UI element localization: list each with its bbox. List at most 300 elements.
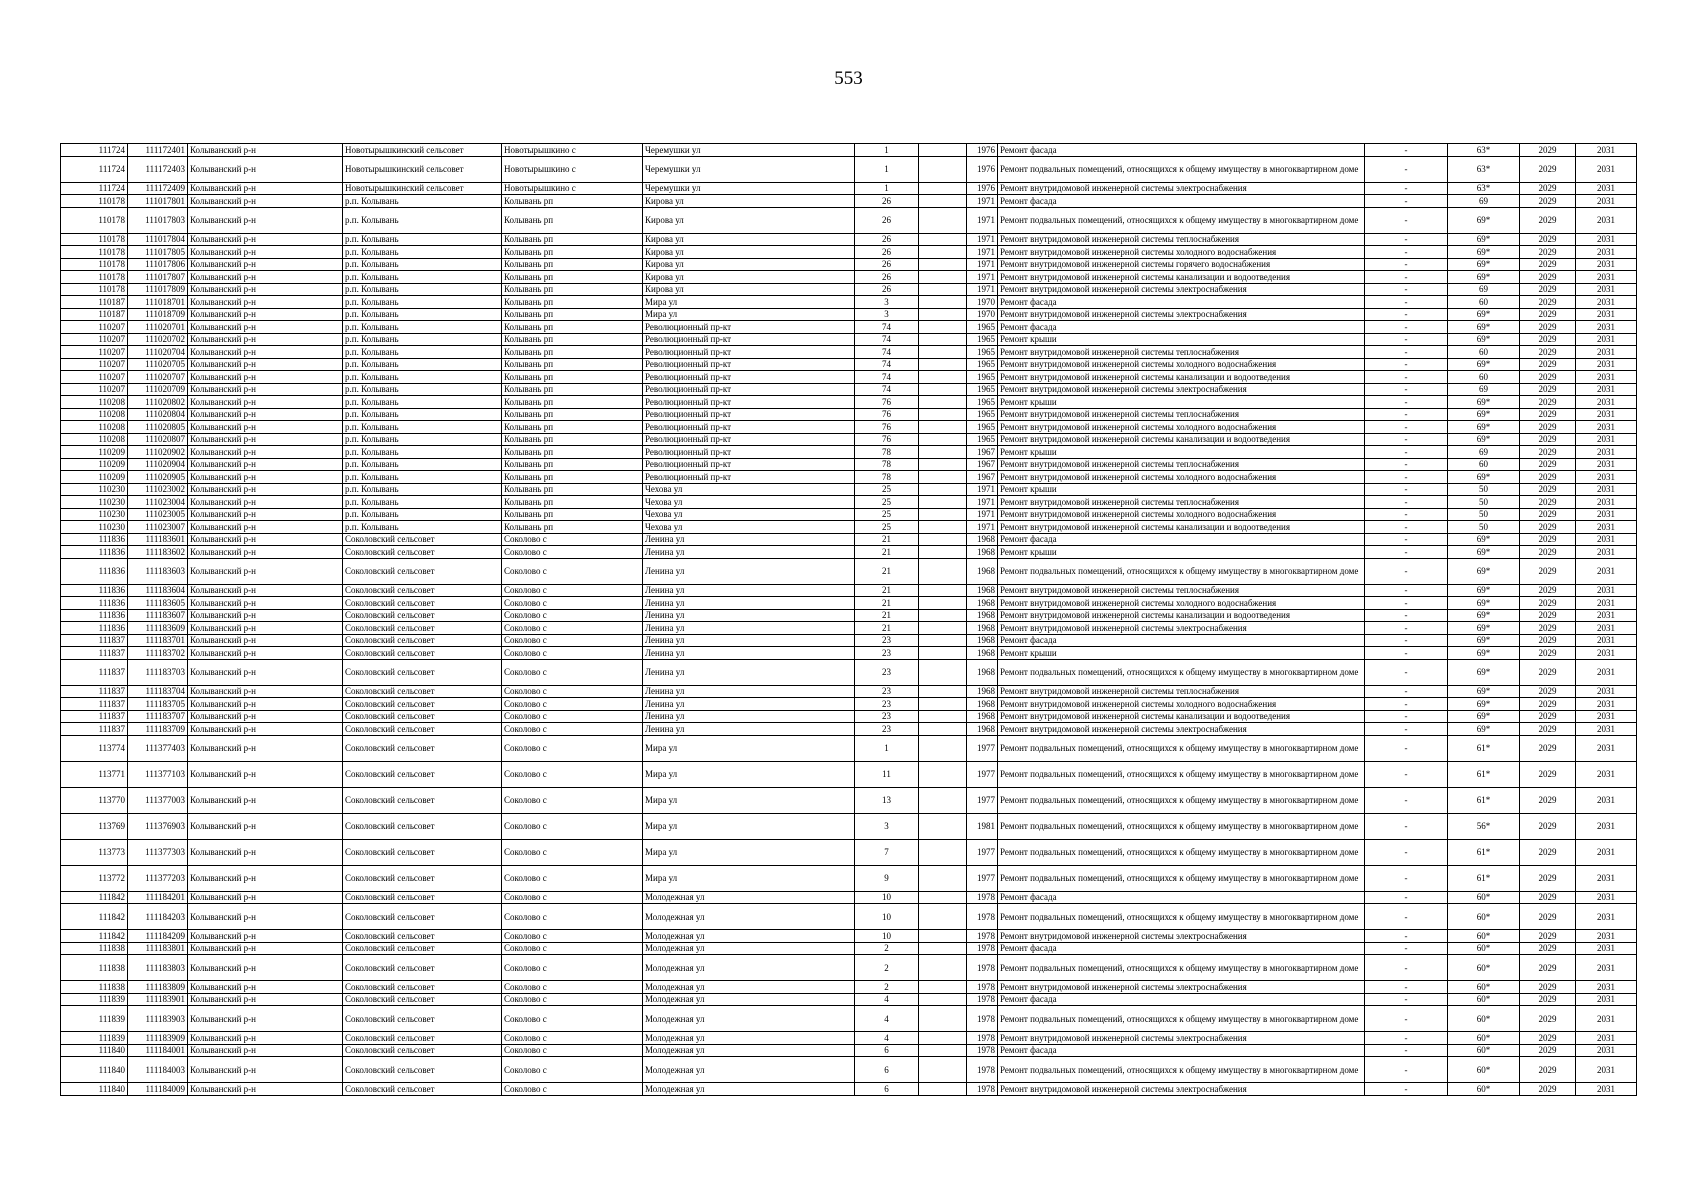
cell-end-year: 2031 — [1576, 271, 1637, 284]
cell-building — [919, 233, 967, 246]
cell-work-type: Ремонт фасада — [998, 891, 1365, 904]
cell-street: Чехова ул — [643, 496, 855, 509]
cell-sum: - — [1365, 383, 1448, 396]
cell-house-number: 10 — [855, 891, 919, 904]
cell-house-number: 2 — [855, 942, 919, 955]
cell-end-year: 2031 — [1576, 308, 1637, 321]
cell-street: Мира ул — [643, 839, 855, 865]
cell-district: Колыванский р-н — [188, 1032, 343, 1045]
cell-start-year: 2029 — [1520, 1032, 1576, 1045]
cell-end-year: 2031 — [1576, 1057, 1637, 1083]
cell-wear: 60* — [1448, 1044, 1520, 1057]
cell-district: Колыванский р-н — [188, 471, 343, 484]
table-row — [61, 955, 1637, 981]
cell-end-year: 2031 — [1576, 496, 1637, 509]
cell-house-id: 110207 — [61, 321, 128, 334]
cell-house-number: 4 — [855, 1006, 919, 1032]
table-row — [61, 584, 1637, 597]
cell-work-id: 111020804 — [128, 408, 188, 421]
cell-street: Молодежная ул — [643, 1032, 855, 1045]
table-row — [61, 761, 1637, 787]
cell-building — [919, 396, 967, 409]
cell-start-year: 2029 — [1520, 993, 1576, 1006]
cell-year: 1978 — [967, 1006, 998, 1032]
cell-municipality: Соколовский сельсовет — [343, 1032, 502, 1045]
cell-district: Колыванский р-н — [188, 283, 343, 296]
cell-sum: - — [1365, 787, 1448, 813]
cell-work-id: 111183909 — [128, 1032, 188, 1045]
cell-start-year: 2029 — [1520, 246, 1576, 259]
cell-work-type: Ремонт внутридомовой инженерной системы теплоснабжения — [998, 408, 1365, 421]
cell-house-id: 111837 — [61, 647, 128, 660]
cell-house-id: 110230 — [61, 508, 128, 521]
cell-district: Колыванский р-н — [188, 421, 343, 434]
cell-work-type: Ремонт внутридомовой инженерной системы канализации и водоотведения — [998, 371, 1365, 384]
cell-sum: - — [1365, 283, 1448, 296]
cell-wear: 69* — [1448, 271, 1520, 284]
cell-district: Колыванский р-н — [188, 993, 343, 1006]
cell-work-id: 111183803 — [128, 955, 188, 981]
cell-house-number: 21 — [855, 558, 919, 584]
cell-district: Колыванский р-н — [188, 659, 343, 685]
cell-work-id: 111184201 — [128, 891, 188, 904]
cell-work-id: 111020707 — [128, 371, 188, 384]
cell-house-number: 21 — [855, 609, 919, 622]
cell-sum: - — [1365, 710, 1448, 723]
cell-municipality: Соколовский сельсовет — [343, 584, 502, 597]
cell-municipality: Соколовский сельсовет — [343, 942, 502, 955]
cell-work-id: 111018701 — [128, 296, 188, 309]
table-row — [61, 458, 1637, 471]
cell-wear: 69* — [1448, 396, 1520, 409]
cell-work-type: Ремонт крыши — [998, 396, 1365, 409]
cell-settlement: Колывань рп — [502, 508, 643, 521]
cell-municipality: Соколовский сельсовет — [343, 634, 502, 647]
cell-settlement: Колывань рп — [502, 346, 643, 359]
cell-year: 1967 — [967, 446, 998, 459]
cell-house-number: 26 — [855, 283, 919, 296]
table-row — [61, 1057, 1637, 1083]
cell-work-type: Ремонт фасада — [998, 144, 1365, 157]
cell-end-year: 2031 — [1576, 421, 1637, 434]
cell-settlement: Колывань рп — [502, 308, 643, 321]
cell-house-id: 111842 — [61, 891, 128, 904]
cell-work-type: Ремонт крыши — [998, 546, 1365, 559]
cell-house-id: 110208 — [61, 433, 128, 446]
cell-house-id: 111837 — [61, 659, 128, 685]
cell-sum: - — [1365, 421, 1448, 434]
cell-street: Революционный пр-кт — [643, 408, 855, 421]
cell-settlement: Соколово с — [502, 659, 643, 685]
cell-start-year: 2029 — [1520, 698, 1576, 711]
table-row — [61, 597, 1637, 610]
table-row — [61, 258, 1637, 271]
cell-sum: - — [1365, 433, 1448, 446]
cell-house-id: 111837 — [61, 723, 128, 736]
cell-year: 1968 — [967, 558, 998, 584]
cell-house-id: 110178 — [61, 246, 128, 259]
cell-end-year: 2031 — [1576, 346, 1637, 359]
cell-settlement: Новотырышкино с — [502, 182, 643, 195]
table-row — [61, 496, 1637, 509]
cell-start-year: 2029 — [1520, 981, 1576, 994]
cell-house-number: 1 — [855, 735, 919, 761]
cell-street: Ленина ул — [643, 558, 855, 584]
cell-street: Молодежная ул — [643, 993, 855, 1006]
cell-district: Колыванский р-н — [188, 446, 343, 459]
cell-sum: - — [1365, 685, 1448, 698]
cell-sum: - — [1365, 458, 1448, 471]
cell-building — [919, 156, 967, 182]
cell-building — [919, 839, 967, 865]
cell-sum: - — [1365, 308, 1448, 321]
cell-house-number: 23 — [855, 647, 919, 660]
cell-building — [919, 283, 967, 296]
cell-year: 1981 — [967, 813, 998, 839]
cell-end-year: 2031 — [1576, 597, 1637, 610]
table-row — [61, 981, 1637, 994]
cell-settlement: Соколово с — [502, 634, 643, 647]
cell-year: 1965 — [967, 433, 998, 446]
cell-district: Колыванский р-н — [188, 710, 343, 723]
cell-building — [919, 1032, 967, 1045]
cell-house-id: 111724 — [61, 156, 128, 182]
cell-house-id: 110178 — [61, 207, 128, 233]
cell-end-year: 2031 — [1576, 993, 1637, 1006]
cell-work-type: Ремонт внутридомовой инженерной системы электроснабжения — [998, 723, 1365, 736]
cell-street: Мира ул — [643, 308, 855, 321]
cell-building — [919, 296, 967, 309]
cell-start-year: 2029 — [1520, 891, 1576, 904]
cell-work-id: 111017803 — [128, 207, 188, 233]
cell-district: Колыванский р-н — [188, 813, 343, 839]
table-row — [61, 508, 1637, 521]
cell-year: 1968 — [967, 647, 998, 660]
cell-start-year: 2029 — [1520, 333, 1576, 346]
cell-wear: 69* — [1448, 558, 1520, 584]
cell-district: Колыванский р-н — [188, 904, 343, 930]
cell-work-id: 111183709 — [128, 723, 188, 736]
cell-wear: 60* — [1448, 955, 1520, 981]
cell-work-type: Ремонт внутридомовой инженерной системы холодного водоснабжения — [998, 246, 1365, 259]
cell-building — [919, 471, 967, 484]
cell-sum: - — [1365, 1083, 1448, 1096]
cell-wear: 69* — [1448, 698, 1520, 711]
cell-work-type: Ремонт подвальных помещений, относящихся к общему имуществу в многоквартирном доме — [998, 865, 1365, 891]
cell-wear: 69 — [1448, 383, 1520, 396]
cell-work-id: 111172403 — [128, 156, 188, 182]
cell-wear: 61* — [1448, 735, 1520, 761]
cell-house-number: 21 — [855, 546, 919, 559]
cell-settlement: Колывань рп — [502, 496, 643, 509]
table-row — [61, 182, 1637, 195]
cell-street: Революционный пр-кт — [643, 433, 855, 446]
cell-street: Кирова ул — [643, 207, 855, 233]
cell-wear: 69* — [1448, 634, 1520, 647]
cell-sum: - — [1365, 258, 1448, 271]
cell-work-type: Ремонт внутридомовой инженерной системы канализации и водоотведения — [998, 433, 1365, 446]
cell-street: Революционный пр-кт — [643, 358, 855, 371]
cell-municipality: р.п. Колывань — [343, 371, 502, 384]
cell-sum: - — [1365, 981, 1448, 994]
cell-year: 1978 — [967, 1032, 998, 1045]
cell-year: 1965 — [967, 421, 998, 434]
cell-year: 1968 — [967, 659, 998, 685]
cell-wear: 69* — [1448, 433, 1520, 446]
table-row — [61, 533, 1637, 546]
cell-municipality: Соколовский сельсовет — [343, 1083, 502, 1096]
cell-building — [919, 321, 967, 334]
cell-start-year: 2029 — [1520, 558, 1576, 584]
cell-district: Колыванский р-н — [188, 182, 343, 195]
cell-building — [919, 533, 967, 546]
cell-municipality: Соколовский сельсовет — [343, 597, 502, 610]
cell-municipality: р.п. Колывань — [343, 233, 502, 246]
cell-municipality: Новотырышкинский сельсовет — [343, 156, 502, 182]
table-body — [61, 144, 1637, 1096]
cell-start-year: 2029 — [1520, 408, 1576, 421]
cell-end-year: 2031 — [1576, 942, 1637, 955]
cell-work-id: 111017804 — [128, 233, 188, 246]
cell-year: 1970 — [967, 296, 998, 309]
table-row — [61, 346, 1637, 359]
cell-start-year: 2029 — [1520, 546, 1576, 559]
table-row — [61, 283, 1637, 296]
cell-end-year: 2031 — [1576, 321, 1637, 334]
cell-year: 1965 — [967, 321, 998, 334]
cell-district: Колыванский р-н — [188, 685, 343, 698]
cell-work-type: Ремонт внутридомовой инженерной системы электроснабжения — [998, 308, 1365, 321]
cell-settlement: Соколово с — [502, 993, 643, 1006]
cell-work-type: Ремонт внутридомовой инженерной системы теплоснабжения — [998, 496, 1365, 509]
cell-house-id: 111840 — [61, 1044, 128, 1057]
cell-work-type: Ремонт внутридомовой инженерной системы холодного водоснабжения — [998, 508, 1365, 521]
cell-year: 1977 — [967, 735, 998, 761]
cell-house-number: 7 — [855, 839, 919, 865]
cell-end-year: 2031 — [1576, 246, 1637, 259]
cell-house-id: 111836 — [61, 622, 128, 635]
cell-work-id: 111376903 — [128, 813, 188, 839]
cell-settlement: Соколово с — [502, 1057, 643, 1083]
cell-work-id: 111172409 — [128, 182, 188, 195]
cell-building — [919, 710, 967, 723]
cell-start-year: 2029 — [1520, 433, 1576, 446]
cell-work-id: 111184003 — [128, 1057, 188, 1083]
cell-settlement: Соколово с — [502, 813, 643, 839]
cell-house-number: 25 — [855, 521, 919, 534]
cell-house-id: 111724 — [61, 182, 128, 195]
cell-municipality: Соколовский сельсовет — [343, 1006, 502, 1032]
cell-end-year: 2031 — [1576, 283, 1637, 296]
cell-municipality: р.п. Колывань — [343, 508, 502, 521]
cell-wear: 61* — [1448, 865, 1520, 891]
cell-work-type: Ремонт внутридомовой инженерной системы электроснабжения — [998, 1083, 1365, 1096]
cell-building — [919, 383, 967, 396]
cell-district: Колыванский р-н — [188, 358, 343, 371]
cell-street: Чехова ул — [643, 483, 855, 496]
cell-house-number: 1 — [855, 182, 919, 195]
cell-street: Молодежная ул — [643, 981, 855, 994]
cell-start-year: 2029 — [1520, 634, 1576, 647]
cell-start-year: 2029 — [1520, 396, 1576, 409]
cell-work-id: 111377003 — [128, 787, 188, 813]
cell-building — [919, 597, 967, 610]
cell-street: Мира ул — [643, 735, 855, 761]
cell-settlement: Соколово с — [502, 942, 643, 955]
cell-year: 1971 — [967, 521, 998, 534]
cell-house-number: 23 — [855, 710, 919, 723]
cell-district: Колыванский р-н — [188, 408, 343, 421]
cell-municipality: р.п. Колывань — [343, 521, 502, 534]
cell-work-type: Ремонт внутридомовой инженерной системы теплоснабжения — [998, 458, 1365, 471]
cell-street: Молодежная ул — [643, 1057, 855, 1083]
cell-work-type: Ремонт внутридомовой инженерной системы холодного водоснабжения — [998, 358, 1365, 371]
cell-building — [919, 195, 967, 208]
cell-house-id: 110208 — [61, 421, 128, 434]
cell-district: Колыванский р-н — [188, 233, 343, 246]
cell-district: Колыванский р-н — [188, 271, 343, 284]
cell-house-id: 110209 — [61, 458, 128, 471]
cell-sum: - — [1365, 634, 1448, 647]
cell-year: 1971 — [967, 283, 998, 296]
cell-wear: 60 — [1448, 371, 1520, 384]
cell-district: Колыванский р-н — [188, 195, 343, 208]
cell-start-year: 2029 — [1520, 258, 1576, 271]
cell-settlement: Колывань рп — [502, 471, 643, 484]
cell-start-year: 2029 — [1520, 496, 1576, 509]
cell-start-year: 2029 — [1520, 710, 1576, 723]
cell-start-year: 2029 — [1520, 723, 1576, 736]
cell-sum: - — [1365, 546, 1448, 559]
cell-work-id: 111023007 — [128, 521, 188, 534]
cell-end-year: 2031 — [1576, 458, 1637, 471]
cell-settlement: Соколово с — [502, 609, 643, 622]
cell-sum: - — [1365, 321, 1448, 334]
cell-house-number: 76 — [855, 408, 919, 421]
cell-municipality: Новотырышкинский сельсовет — [343, 144, 502, 157]
cell-house-id: 111836 — [61, 546, 128, 559]
cell-wear: 69* — [1448, 471, 1520, 484]
cell-district: Колыванский р-н — [188, 787, 343, 813]
cell-end-year: 2031 — [1576, 930, 1637, 943]
cell-municipality: р.п. Колывань — [343, 321, 502, 334]
cell-sum: - — [1365, 942, 1448, 955]
cell-building — [919, 258, 967, 271]
cell-wear: 60* — [1448, 1006, 1520, 1032]
cell-district: Колыванский р-н — [188, 258, 343, 271]
cell-municipality: р.п. Колывань — [343, 246, 502, 259]
cell-house-number: 25 — [855, 508, 919, 521]
cell-district: Колыванский р-н — [188, 346, 343, 359]
cell-street: Мира ул — [643, 296, 855, 309]
cell-building — [919, 546, 967, 559]
cell-end-year: 2031 — [1576, 533, 1637, 546]
cell-house-id: 113769 — [61, 813, 128, 839]
cell-end-year: 2031 — [1576, 446, 1637, 459]
cell-year: 1971 — [967, 496, 998, 509]
cell-municipality: Соколовский сельсовет — [343, 839, 502, 865]
cell-work-id: 111172401 — [128, 144, 188, 157]
cell-settlement: Колывань рп — [502, 396, 643, 409]
cell-building — [919, 993, 967, 1006]
cell-house-number: 21 — [855, 622, 919, 635]
cell-house-id: 110178 — [61, 271, 128, 284]
cell-work-type: Ремонт внутридомовой инженерной системы электроснабжения — [998, 283, 1365, 296]
cell-district: Колыванский р-н — [188, 597, 343, 610]
cell-house-id: 110209 — [61, 471, 128, 484]
cell-house-number: 2 — [855, 981, 919, 994]
cell-district: Колыванский р-н — [188, 296, 343, 309]
cell-wear: 63* — [1448, 156, 1520, 182]
cell-district: Колыванский р-н — [188, 144, 343, 157]
cell-work-id: 111183604 — [128, 584, 188, 597]
cell-house-number: 23 — [855, 698, 919, 711]
table-row — [61, 659, 1637, 685]
cell-building — [919, 358, 967, 371]
cell-house-id: 110208 — [61, 396, 128, 409]
cell-house-id: 113771 — [61, 761, 128, 787]
cell-house-id: 111724 — [61, 144, 128, 157]
cell-work-id: 111377303 — [128, 839, 188, 865]
cell-street: Черемушки ул — [643, 156, 855, 182]
cell-house-number: 25 — [855, 483, 919, 496]
cell-street: Чехова ул — [643, 508, 855, 521]
cell-settlement: Новотырышкино с — [502, 156, 643, 182]
cell-settlement: Соколово с — [502, 647, 643, 660]
cell-work-id: 111020905 — [128, 471, 188, 484]
table-row — [61, 1083, 1637, 1096]
cell-building — [919, 955, 967, 981]
table-row — [61, 321, 1637, 334]
cell-building — [919, 647, 967, 660]
cell-end-year: 2031 — [1576, 1044, 1637, 1057]
cell-start-year: 2029 — [1520, 195, 1576, 208]
table-row — [61, 930, 1637, 943]
cell-building — [919, 408, 967, 421]
cell-work-id: 111020802 — [128, 396, 188, 409]
cell-end-year: 2031 — [1576, 813, 1637, 839]
table-row — [61, 813, 1637, 839]
cell-end-year: 2031 — [1576, 358, 1637, 371]
cell-work-id: 111183809 — [128, 981, 188, 994]
cell-year: 1976 — [967, 182, 998, 195]
cell-street: Молодежная ул — [643, 904, 855, 930]
cell-municipality: Соколовский сельсовет — [343, 723, 502, 736]
cell-wear: 69* — [1448, 710, 1520, 723]
cell-wear: 69* — [1448, 421, 1520, 434]
cell-district: Колыванский р-н — [188, 546, 343, 559]
cell-street: Черемушки ул — [643, 182, 855, 195]
table-row — [61, 358, 1637, 371]
table-row — [61, 685, 1637, 698]
cell-district: Колыванский р-н — [188, 735, 343, 761]
cell-year: 1978 — [967, 891, 998, 904]
cell-house-number: 23 — [855, 723, 919, 736]
cell-district: Колыванский р-н — [188, 1006, 343, 1032]
cell-house-number: 6 — [855, 1044, 919, 1057]
cell-sum: - — [1365, 735, 1448, 761]
cell-sum: - — [1365, 1032, 1448, 1045]
cell-house-id: 110178 — [61, 283, 128, 296]
cell-house-id: 111838 — [61, 981, 128, 994]
cell-wear: 69* — [1448, 207, 1520, 233]
cell-municipality: Соколовский сельсовет — [343, 710, 502, 723]
cell-settlement: Соколово с — [502, 904, 643, 930]
cell-municipality: Соколовский сельсовет — [343, 981, 502, 994]
cell-house-id: 111839 — [61, 993, 128, 1006]
cell-start-year: 2029 — [1520, 735, 1576, 761]
cell-district: Колыванский р-н — [188, 622, 343, 635]
